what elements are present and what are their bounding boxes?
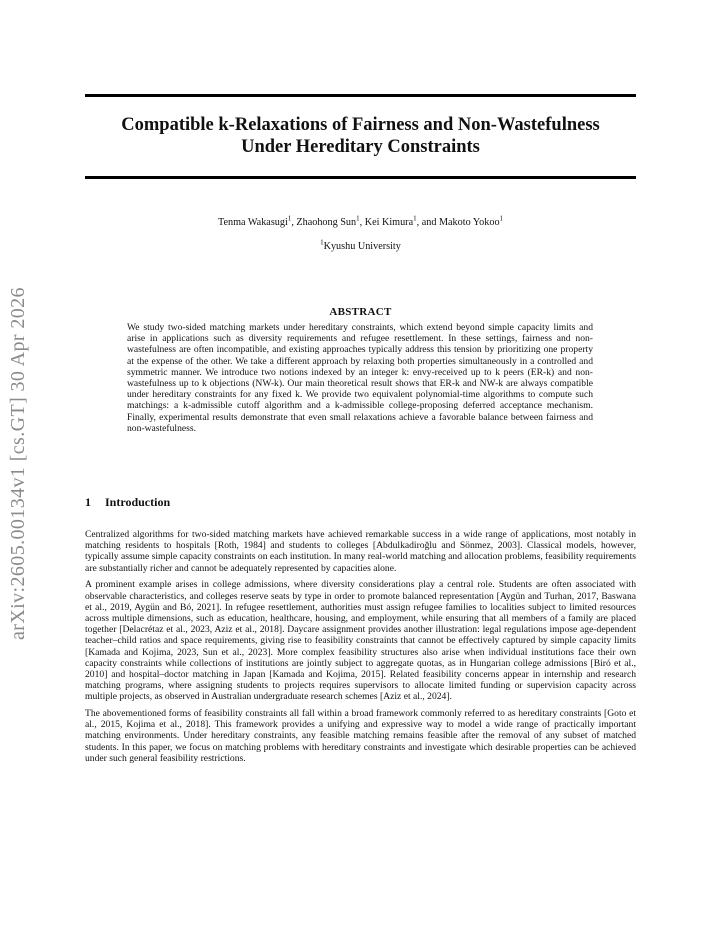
- paper-title: [85, 114, 636, 158]
- affiliation: $^1$Kyushu University: [320, 238, 401, 252]
- arxiv-stamp: arXiv:2605.00134v1 [cs.GT] 30 Apr 2026: [7, 287, 29, 640]
- title-line-2: Under Hereditary Constraints: [241, 137, 480, 157]
- introduction-body: [85, 529, 636, 770]
- paragraph: The abovementioned forms of feasibility constraints all fall within a broad framework commonly referred to as hereditary constraints [Goto et al., 2015, Kojima et al., 2018]. This framework provides a unifying and expressive way to model a wide range of practically important matching environments. Under hereditary constraints, any feasible matching remains feasible after the removal of any subset of matched students. In this paper, we focus on matching problems with hereditary constraints and investigate which desirable properties can be achieved under such general feasibility restrictions.: [85, 708, 636, 764]
- section-title: Introduction: [105, 495, 171, 509]
- abstract-heading: ABSTRACT: [329, 306, 392, 318]
- section-number: 1: [85, 495, 91, 509]
- title-line-1: Compatible k-Relaxations of Fairness and Non-Wastefulness: [121, 115, 600, 135]
- author-list: [85, 216, 636, 229]
- section-heading: [85, 495, 170, 509]
- author: Makoto Yokoo$^1$: [438, 214, 504, 228]
- author: Zhaohong Sun$^1$,: [296, 214, 365, 228]
- author: Kei Kimura$^1$, and: [364, 214, 439, 228]
- title-rule-top: [85, 94, 636, 97]
- paragraph: A prominent example arises in college admissions, where diversity considerations play a central role. Students are often associated with observable characteristics, and colleges reserve seats by type in order to promote balanced representation [Aygün and Turhan, 2017, Baswana et al., 2019, Aygün and Bó, 2021]. In refugee resettlement, authorities must assign refugee families to localities subject to limited resources across multiple dimensions, such as education, healthcare, housing, and employment, while ensuring that all members of a family are placed together [Delacrétaz et al., 2023, Aziz et al., 2018]. Daycare assignment provides another illustration: legal regulations impose age-dependent teacher–child ratios and space requirements, giving rise to feasibility constraints that cannot be effectively captured by simple capacity limits [Kamada and Kojima, 2023, Sun et al., 2023]. More complex feasibility structures also arise when individual institutions face their own capacity constraints while collections of institutions are jointly subject to aggregate quotas, as in Hungarian college admissions [Biró et al., 2010] and hospital–doctor matching in Japan [Kamada and Kojima, 2015]. Related feasibility concerns appear in internship and research matching programs, where assigning students to projects requires supervisors to allocate limited funding or supervision capacity across multiple projects, as observed in Australian undergraduate research schemes [Aziz et al., 2024].: [85, 579, 636, 703]
- abstract-text: We study two-sided matching markets under hereditary constraints, which extend beyond simple capacity limits and arise in applications such as diversity requirements and refugee resettlement. In these settings, fairness and non-wastefulness are often incompatible, and existing approaches typically address this tension by prioritizing one property at the expense of the other. We take a different approach by relaxing both properties simultaneously in a controlled and symmetric manner. We introduce two notions indexed by an integer k: envy-received up to k peers (ER-k) and non-wastefulness up to k objections (NW-k). Our main theoretical result shows that ER-k and NW-k are always compatible under hereditary constraints for any fixed k. We provide two equivalent polynomial-time algorithms to compute such matchings: a k-admissible cutoff algorithm and a k-admissible college-proposing deferred acceptance mechanism. Finally, experimental results demonstrate that even small relaxations achieve a favorable balance between fairness and non-wastefulness.: [127, 322, 593, 434]
- author: Tenma Wakasugi$^1$,: [217, 214, 297, 228]
- title-rule-bottom: [85, 176, 636, 179]
- paragraph: Centralized algorithms for two-sided matching markets have achieved remarkable success in a wide range of applications, most notably in matching residents to hospitals [Roth, 1984] and students to colleges [Abdulkadiroğlu and Sönmez, 2003]. Classical models, however, typically assume simple capacity constraints on each institution. In many real-world matching and allocation problems, feasibility requirements are substantially richer and cannot be adequately represented by capacities alone.: [85, 529, 636, 574]
